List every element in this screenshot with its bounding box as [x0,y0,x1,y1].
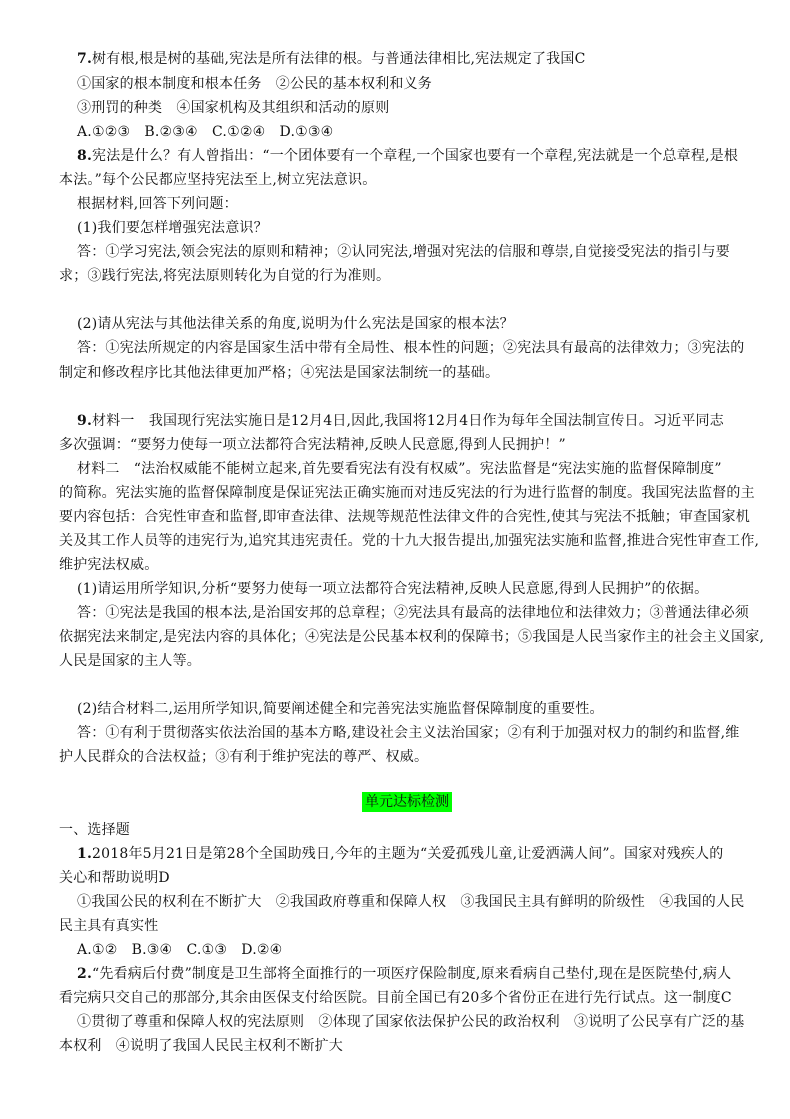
q7-options-line1: ①国家的根本制度和根本任务 ②公民的基本权利和义务 [77,76,432,92]
q9-material2-line2: 的简称。宪法实施的监督保障制度是保证宪法正确实施而对违反宪法的行为进行监督的制度。我国宪法监督的主 [59,485,755,501]
q9-material2-line1: 材料二 “法治权威能不能树立起来,首先要看宪法有没有权威”。宪法监督是“宪法实施的监督保障制度” [77,461,722,477]
q9-sub2-answer-line1: 答：①有利于贯彻落实依法治国的基本方略,建设社会主义法治国家；②有利于加强对权力的制约和监督,维 [77,725,740,741]
q9-sub1-answer-line3: 人民是国家的主人等。 [59,653,201,669]
q1-choices: A.①② B.③④ C.①③ D.②④ [77,942,283,958]
q1-stem-text: 2018年5月21日是第28个全国助残日,今年的主题为“关爱孤残儿童,让爱洒满人间”。国家对残疾人的 [92,846,724,862]
q1-options-line1: ①我国公民的权利在不断扩大 ②我国政府尊重和保障人权 ③我国民主具有鲜明的阶级性 ④我国的人民 [77,894,745,910]
q8-sub2-question: (2)请从宪法与其他法律关系的角度,说明为什么宪法是国家的根本法？ [77,316,514,332]
q9-material2-line5: 维护宪法权威。 [59,557,159,573]
q1-options-line2: 民主具有真实性 [59,918,159,934]
q9-number: 9. [77,413,93,429]
q2-stem-line1 [77,964,731,984]
q9-material2-line3: 要内容包括：合宪性审查和监督,即审查法律、法规等规范性法律文件的合宪性,使其与宪法不抵触；审查国家机 [59,509,750,525]
q7-choices: A.①②③ B.②③④ C.①②④ D.①③④ [77,124,334,140]
q8-number: 8. [77,148,93,164]
q2-stem-text: “先看病后付费”制度是卫生部将全面推行的一项医疗保险制度,原来看病自己垫付,现在是医院垫付,病人 [92,966,732,982]
q1-stem-line1 [77,844,723,864]
q1-stem-line2: 关心和帮助说明D [59,870,170,886]
q8-sub2-answer-line1: 答：①宪法所规定的内容是国家生活中带有全局性、根本性的问题；②宪法具有最高的法律效力；③宪法的 [77,340,745,356]
q9-material2-line4: 关及其工作人员等的违宪行为,追究其违宪责任。党的十九大报告提出,加强宪法实施和监督,推进合宪性审查工作, [59,533,760,549]
q7-number: 7. [77,51,93,67]
q2-stem-line2: 看完病只交自己的那部分,其余由医保支付给医院。目前全国已有20多个省份正在进行先行试点。这一制度C [59,990,732,1006]
q8-stem-line1 [77,146,738,166]
q9-material1-text: 材料一 我国现行宪法实施日是12月4日,因此,我国将12月4日作为每年全国法制宣传日。习近平同志 [92,413,724,429]
q8-sub1-question: (1)我们要怎样增强宪法意识？ [77,220,268,236]
q9-sub2-answer-line2: 护人民群众的合法权益；③有利于维护宪法的尊严、权威。 [59,749,429,765]
q9-material1-line2: 多次强调：“要努力使每一项立法都符合宪法精神,反映人民意愿,得到人民拥护！” [59,437,566,453]
q9-sub1-answer-line1: 答：①宪法是我国的根本法,是治国安邦的总章程；②宪法具有最高的法律地位和法律效力；③普通法律必须 [77,605,750,621]
q1-number: 1. [77,846,93,862]
q2-options-line1: ①贯彻了尊重和保障人权的宪法原则 ②体现了国家依法保护公民的政治权利 ③说明了公民享有广泛的基 [77,1014,745,1030]
q2-options-line2: 本权利 ④说明了我国人民民主权利不断扩大 [59,1038,343,1054]
q7-stem-text: 树有根,根是树的基础,宪法是所有法律的根。与普通法律相比,宪法规定了我国C [92,51,586,67]
q7-options-line2: ③刑罚的种类 ④国家机构及其组织和活动的原则 [77,100,390,116]
q8-intro: 根据材料,回答下列问题： [77,196,238,212]
q9-sub2-question: (2)结合材料二,运用所学知识,简要阐述健全和完善宪法实施监督保障制度的重要性。 [77,701,604,717]
q9-sub1-answer-line2: 依据宪法来制定,是宪法内容的具体化；④宪法是公民基本权利的保障书；⑤我国是人民当家作主的社会主义国家, [59,629,765,645]
q8-sub1-answer-line2: 求；③践行宪法,将宪法原则转化为自觉的行为准则。 [59,268,391,284]
q9-material1-line1 [77,411,724,431]
q8-stem-line2: 本法。”每个公民都应坚持宪法至上,树立宪法意识。 [59,172,377,188]
q2-number: 2. [77,966,93,982]
q8-sub2-answer-line2: 制定和修改程序比其他法律更加严格；④宪法是国家法制统一的基础。 [59,365,500,381]
q9-sub1-question: (1)请运用所学知识,分析“要努力使每一项立法都符合宪法精神,反映人民意愿,得到人民拥护”的依据。 [77,581,709,597]
q7-stem [77,49,585,69]
section-heading: 单元达标检测 [362,792,452,812]
q8-stem-text: 宪法是什么？有人曾指出：“一个团体要有一个章程,一个国家也要有一个章程,宪法就是一个总章程,是根 [92,148,739,164]
section-part1-label: 一、选择题 [59,822,130,838]
q8-sub1-answer-line1: 答：①学习宪法,领会宪法的原则和精神；②认同宪法,增强对宪法的信服和尊崇,自觉接受宪法的指引与要 [77,244,730,260]
